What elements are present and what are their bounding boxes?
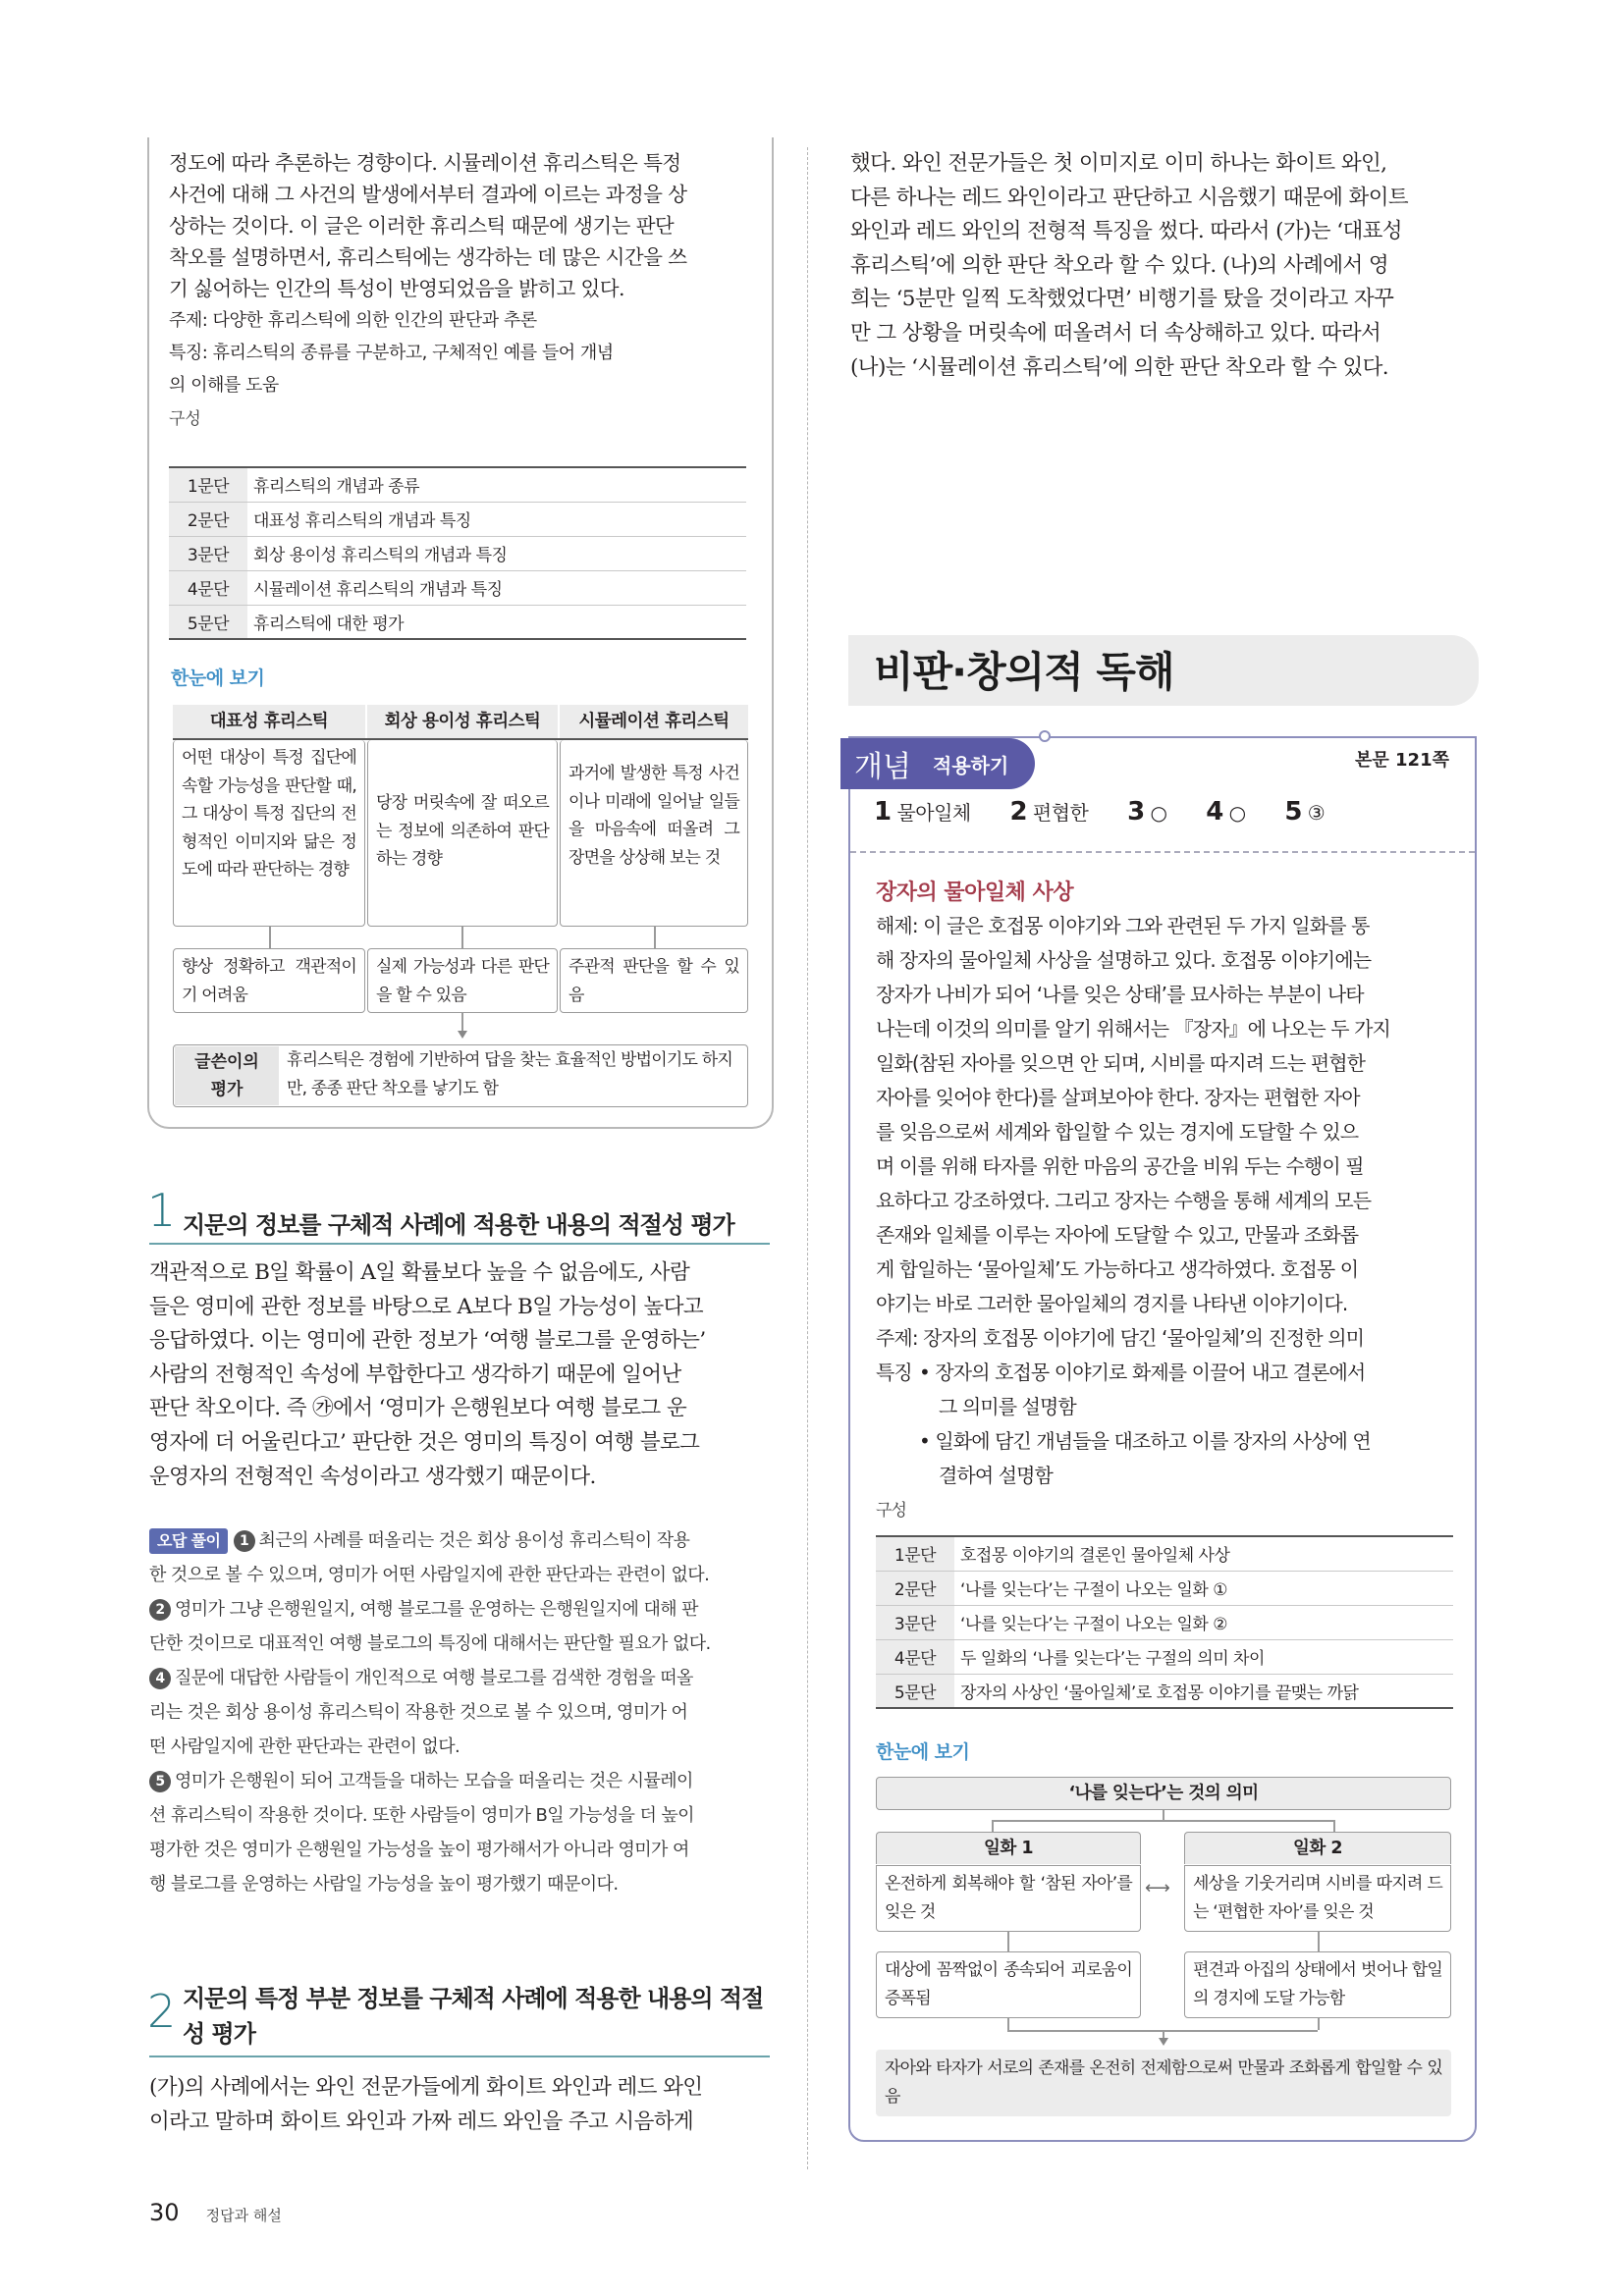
arrow-down-icon	[458, 1031, 467, 1039]
text-line: 들은 영미에 관한 정보를 바탕으로 A보다 B일 가능성이 높다고	[149, 1294, 704, 1319]
double-arrow-icon: ⟷	[1145, 1878, 1170, 1898]
text-line: 객관적으로 B일 확률이 A일 확률보다 높을 수 없음에도, 사람	[149, 1260, 690, 1285]
text-line: 사람의 전형적인 속성에 부합한다고 생각하기 때문에 일어난	[149, 1362, 681, 1387]
section-rule	[149, 2056, 770, 2057]
episode-head: 일화 2	[1184, 1832, 1451, 1864]
text-line: 션 휴리스틱이 작용한 것이다. 또한 사람들이 영미가 B일 가능성을 더 높이	[149, 1805, 694, 1826]
choice-number: 5	[149, 1771, 171, 1792]
text-line: 단한 것이므로 대표적인 여행 블로그의 특징에 대해서는 판단할 필요가 없다.	[149, 1633, 711, 1654]
arrow-down-icon	[1159, 2038, 1168, 2046]
table-row	[169, 536, 746, 570]
episode-text: 온전하게 회복해야 할 ‘참된 자아’를 잊은 것	[876, 1865, 1141, 1932]
text-line: 한 것으로 볼 수 있으며, 영미가 어떤 사람일지에 관한 판단과는 관련이 없다.	[149, 1565, 710, 1585]
banner-title: 비판·창의적 독해	[874, 648, 1174, 696]
section-rule	[149, 1243, 770, 1245]
para-number: 5문단	[169, 605, 247, 639]
page-number: 30	[149, 2199, 180, 2226]
connector	[269, 927, 271, 948]
para-number: 1문단	[169, 467, 247, 502]
connector	[992, 1820, 1333, 1822]
text-line: 해제: 이 글은 호접몽 이야기와 그와 관련된 두 가지 일화를 통	[876, 914, 1370, 937]
connector	[461, 927, 463, 948]
feature-label: 특징	[876, 1361, 912, 1384]
glance-cell: 실제 가능성과 다른 판단을 할 수 있음	[367, 948, 558, 1013]
answer-number: 2	[1009, 797, 1028, 827]
text-line: 사건에 대해 그 사건의 발생에서부터 결과에 이르는 과정을 상	[169, 183, 687, 206]
answer-number: 4	[1206, 797, 1223, 827]
section-title: 지문의 정보를 구체적 사례에 적용한 내용의 적절성 평가	[183, 1211, 734, 1239]
choice-number: 4	[149, 1668, 171, 1689]
glance-header: 대표성 휴리스틱	[173, 705, 365, 738]
table-row	[169, 467, 746, 502]
title-line: 성 평가	[183, 2020, 255, 2048]
table-row	[169, 502, 746, 536]
answer-number: 5	[1284, 797, 1302, 827]
text-line: 요하다고 강조하였다. 그리고 장자는 수행을 통해 세계의 모든	[876, 1189, 1372, 1212]
episode-result: 편견과 아집의 상태에서 벗어나 합일의 경지에 도달 가능함	[1184, 1951, 1451, 2018]
text-line: 그 의미를 설명함	[939, 1395, 1076, 1418]
para-number: 3문단	[876, 1605, 954, 1639]
evaluation-text: 휴리스틱은 경험에 기반하여 답을 찾는 효율적인 방법이기도 하지만, 종종 판단 착오를 낳기도 함	[287, 1050, 733, 1098]
text-line: 다른 하나는 레드 와인이라고 판단하고 시음했기 때문에 화이트	[850, 185, 1409, 210]
page-footer	[149, 2199, 282, 2226]
text-line: 장자가 나비가 되어 ‘나를 잊은 상태’를 묘사하는 부분이 나타	[876, 983, 1364, 1006]
connector	[1163, 1810, 1164, 1820]
glance-cell: 향상 정확하고 객관적이기 어려움	[173, 948, 365, 1013]
text-line: 와인과 레드 와인의 전형적 특징을 썼다. 따라서 (가)는 ‘대표성	[850, 219, 1402, 244]
summary-paragraph	[169, 147, 748, 304]
glance-label: 한눈에 보기	[876, 1741, 970, 1763]
structure-label: 구성	[169, 409, 201, 429]
structure-table	[876, 1535, 1453, 1709]
connector	[1318, 2018, 1320, 2030]
table-row	[876, 1536, 1453, 1571]
table-row	[876, 1571, 1453, 1605]
eval-label-line: 평가	[210, 1080, 244, 1099]
text-line: • 일화에 담긴 개념들을 대조하고 이를 장자의 사상에 연	[919, 1429, 1371, 1453]
concept-pill	[840, 738, 1035, 789]
para-content: ‘나를 잊는다’는 구절이 나오는 일화 ①	[954, 1571, 1453, 1605]
para-number: 3문단	[169, 536, 247, 570]
feature-block	[876, 1356, 1453, 1493]
answer-number: 1	[874, 797, 892, 827]
text-line: 했다. 와인 전문가들은 첫 이미지로 이미 하나는 화이트 와인,	[850, 151, 1387, 176]
column-divider	[807, 147, 808, 2169]
para-number: 5문단	[876, 1674, 954, 1708]
text-line: 운영자의 전형적인 속성이라고 생각했기 때문이다.	[149, 1464, 596, 1489]
section1-paragraph	[149, 1256, 770, 1494]
glance-cell: 당장 머릿속에 잘 떠오르는 정보에 의존하여 판단하는 경향	[367, 740, 558, 927]
glance-cell: 어떤 대상이 특정 집단에 속할 가능성을 판단할 때, 그 대상이 특정 집단의 전형적인 이미지와 닮은 정도에 따라 판단하는 경향	[173, 740, 365, 927]
section-number: 2	[147, 1985, 177, 2038]
para-content: 장자의 사상인 ‘물아일체’로 호접몽 이야기를 끝맺는 까닭	[954, 1674, 1453, 1708]
eval-label-line: 글쓴이의	[194, 1052, 259, 1072]
section-number: 1	[147, 1184, 177, 1237]
text-line: 판단 착오이다. 즉 ㉮에서 ‘영미가 은행원보다 여행 블로그 운	[149, 1396, 687, 1421]
para-content: 휴리스틱에 대한 평가	[247, 605, 746, 639]
text-line: 야기는 바로 그러한 물아일체의 경지를 나타낸 이야기이다.	[876, 1292, 1348, 1315]
table-row	[876, 1605, 1453, 1639]
text-span: 영미가 그냥 은행원일지, 여행 블로그를 운영하는 은행원일지에 대해 판	[175, 1599, 698, 1620]
answer-number: 3	[1127, 797, 1145, 827]
text-line	[149, 1592, 770, 1627]
pill-dot	[1039, 730, 1051, 742]
glance-header: 회상 용이성 휴리스틱	[367, 705, 558, 738]
connector	[1007, 1932, 1009, 1951]
episode-result: 대상에 꼼짝없이 종속되어 괴로움이 증폭됨	[876, 1951, 1141, 2018]
text-line: 평가한 것은 영미가 은행원일 가능성을 높이 평가해서가 아니라 영미가 여	[149, 1840, 689, 1860]
footer-label: 정답과 해설	[205, 2207, 282, 2224]
left-summary	[169, 147, 748, 437]
table-row	[876, 1639, 1453, 1674]
structure-label: 구성	[876, 1501, 907, 1521]
text-line: 기 싫어하는 인간의 특성이 반영되었음을 밝히고 있다.	[169, 277, 624, 300]
text-line: 를 잊음으로써 세계와 합일할 수 있는 경지에 도달할 수 있으	[876, 1120, 1359, 1144]
para-number: 2문단	[169, 502, 247, 536]
table-row	[169, 570, 746, 605]
structure-table	[169, 466, 746, 640]
text-span: 질문에 대답한 사람들이 개인적으로 여행 블로그를 검색한 경험을 떠올	[175, 1668, 693, 1688]
section-title	[183, 1981, 763, 2052]
concept-title: 장자의 물아일체 사상	[876, 881, 1074, 905]
text-line: 정도에 따라 추론하는 경향이다. 시뮬레이션 휴리스틱은 특정	[169, 151, 681, 175]
text-line: 영자에 더 어울린다고’ 판단한 것은 영미의 특징이 여행 블로그	[149, 1429, 700, 1455]
connector	[461, 1013, 463, 1031]
answer-value: ③	[1307, 801, 1326, 825]
answer-value: 물아일체	[896, 801, 971, 825]
connector	[1318, 1932, 1320, 1951]
text-span: 영미가 은행원이 되어 고객들을 대하는 모습을 떠올리는 것은 시뮬레이	[175, 1771, 693, 1791]
glance-top: ‘나를 잊는다’는 것의 의미	[876, 1777, 1451, 1810]
text-line	[149, 1764, 770, 1798]
text-line: 며 이를 위해 타자를 위한 마음의 공간을 비워 두는 수행이 필	[876, 1154, 1364, 1178]
text-line	[149, 1523, 770, 1558]
para-content: 호접몽 이야기의 결론인 물아일체 사상	[954, 1536, 1453, 1571]
glance-header: 시뮬레이션 휴리스틱	[560, 705, 748, 738]
text-line: 행 블로그를 운영하는 사람일 가능성을 높이 평가했기 때문이다.	[149, 1874, 619, 1895]
connector	[1333, 1820, 1335, 1832]
connector	[992, 1820, 994, 1832]
connector	[1007, 2018, 1009, 2030]
glance-label: 한눈에 보기	[171, 667, 265, 689]
episode-head: 일화 1	[876, 1832, 1141, 1864]
text-line: 나는데 이것의 의미를 알기 위해서는 『장자』에 나오는 두 가지	[876, 1017, 1390, 1041]
text-span: 최근의 사례를 떠올리는 것은 회상 용이성 휴리스틱이 작용	[258, 1530, 690, 1551]
text-line: 이라고 말하며 화이트 와인과 가짜 레드 와인을 주고 시음하게	[149, 2109, 694, 2134]
text-line: (가)의 사례에서는 와인 전문가들에게 화이트 와인과 레드 와인	[149, 2075, 703, 2100]
theme-line: 주제: 장자의 호접몽 이야기에 담긴 ‘물아일체’의 진정한 의미	[876, 1326, 1365, 1350]
table-row	[169, 605, 746, 639]
choice-number: 2	[149, 1599, 171, 1621]
pill-main: 개념	[854, 750, 911, 784]
para-number: 1문단	[876, 1536, 954, 1571]
text-line: 만 그 상황을 머릿속에 떠올려서 더 속상해하고 있다. 따라서	[850, 320, 1381, 346]
text-line: 게 합일하는 ‘물아일체’도 가능하다고 생각하였다. 호접몽 이	[876, 1257, 1359, 1281]
text-line: 착오를 설명하면서, 휴리스틱에는 생각하는 데 많은 시간을 쓰	[169, 245, 687, 269]
section2-paragraph	[149, 2071, 770, 2139]
text-line: 결하여 설명함	[939, 1464, 1053, 1487]
dashed-divider	[850, 851, 1475, 853]
para-number: 4문단	[169, 570, 247, 605]
text-line: 상하는 것이다. 이 글은 이러한 휴리스틱 때문에 생기는 판단	[169, 214, 675, 238]
concept-paragraph	[876, 909, 1453, 1528]
para-content: 두 일화의 ‘나를 잊는다’는 구절의 의미 차이	[954, 1639, 1453, 1674]
glance-cell: 주관적 판단을 할 수 있음	[560, 948, 748, 1013]
right-top-paragraph	[850, 147, 1473, 385]
text-line: 해 장자의 물아일체 사상을 설명하고 있다. 호접몽 이야기에는	[876, 948, 1372, 972]
wrong-answer-explanation	[149, 1523, 770, 1901]
answer-row	[874, 797, 1325, 827]
table-row	[876, 1674, 1453, 1708]
choice-number: 1	[234, 1530, 255, 1552]
para-number: 2문단	[876, 1571, 954, 1605]
para-content: 시뮬레이션 휴리스틱의 개념과 특징	[247, 570, 746, 605]
page-reference: 본문 121쪽	[1354, 750, 1449, 771]
para-content: 대표성 휴리스틱의 개념과 특징	[247, 502, 746, 536]
text-line: 자아를 잊어야 한다)를 살펴보아야 한다. 장자는 편협한 자아	[876, 1086, 1360, 1109]
para-content: ‘나를 잊는다’는 구절이 나오는 일화 ②	[954, 1605, 1453, 1639]
text-line: 응답하였다. 이는 영미에 관한 정보가 ‘여행 블로그를 운영하는’	[149, 1328, 706, 1354]
evaluation-label	[175, 1046, 279, 1105]
text-line: 특징: 휴리스틱의 종류를 구분하고, 구체적인 예를 들어 개념	[169, 343, 614, 363]
pill-sub: 적용하기	[933, 754, 1009, 777]
answer-value: 편협한	[1032, 801, 1089, 825]
glance-cell: 과거에 발생한 특정 사건이나 미래에 일어날 일들을 마음속에 떠올려 그 장면을 상상해 보는 것	[560, 740, 748, 927]
feature-block	[169, 337, 748, 401]
text-line: • 장자의 호접몽 이야기로 화제를 이끌어 내고 결론에서	[919, 1361, 1366, 1384]
title-line: 지문의 특정 부분 정보를 구체적 사례에 적용한 내용의 적절	[183, 1985, 764, 2012]
answer-value: ○	[1150, 801, 1167, 825]
theme-line: 주제: 다양한 휴리스틱에 의한 인간의 판단과 추론	[169, 310, 537, 331]
text-line: 일화(참된 자아를 잊으면 안 되며, 시비를 따지려 드는 편협한	[876, 1051, 1366, 1075]
connector	[654, 927, 656, 948]
text-line: 희는 ‘5분만 일찍 도착했었다면’ 비행기를 탔을 것이라고 자꾸	[850, 287, 1394, 312]
answer-value: ○	[1228, 801, 1246, 825]
text-line: (나)는 ‘시뮬레이션 휴리스틱’에 의한 판단 착오라 할 수 있다.	[850, 354, 1389, 380]
text-line: 휴리스틱’에 의한 판단 착오라 할 수 있다. (나)의 사례에서 영	[850, 252, 1389, 278]
para-content: 휴리스틱의 개념과 종류	[247, 467, 746, 502]
text-line	[149, 1661, 770, 1695]
para-number: 4문단	[876, 1639, 954, 1674]
text-line: 떤 사람일지에 관한 판단과는 관련이 없다.	[149, 1736, 460, 1757]
text-line: 리는 것은 회상 용이성 휴리스틱이 작용한 것으로 볼 수 있으며, 영미가 어	[149, 1702, 688, 1723]
wrong-answer-tag: 오답 풀이	[149, 1528, 228, 1554]
glance-conclusion: 자아와 타자가 서로의 존재를 온전히 전제함으로써 만물과 조화롭게 합일할 수 있음	[876, 2050, 1451, 2116]
text-line: 존재와 일체를 이루는 자아에 도달할 수 있고, 만물과 조화롭	[876, 1223, 1359, 1247]
para-content: 회상 용이성 휴리스틱의 개념과 특징	[247, 536, 746, 570]
text-line: 의 이해를 도움	[169, 375, 279, 396]
episode-text: 세상을 기웃거리며 시비를 따지려 드는 ‘편협한 자아’를 잊은 것	[1184, 1865, 1451, 1932]
